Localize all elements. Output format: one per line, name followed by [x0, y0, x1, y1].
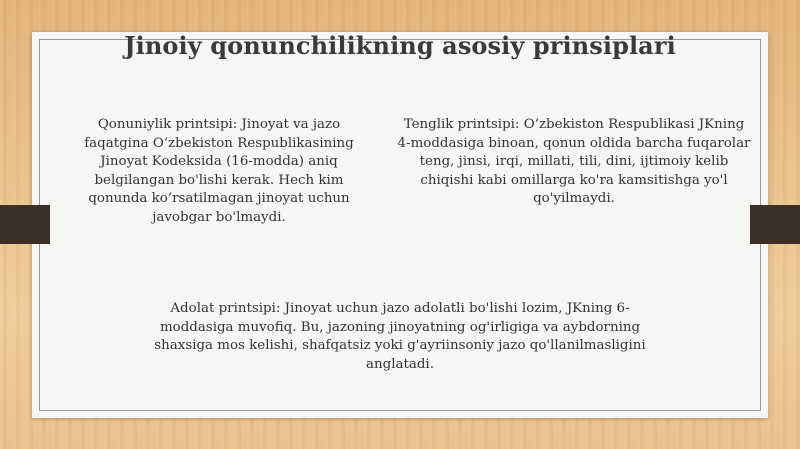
right-accent-tab	[750, 205, 800, 244]
legality-principle-text: Qonuniylik printsipi: Jinoyat va jazo faqatgina O‘zbekiston Respublikasining Jinoyat Kodeksida (16-modda) aniq belgilangan bo'lishi kerak. Hech kim qonunda ko‘rsatilmagan jinoyat uchun javobgar bo'lmaydi.	[84, 117, 354, 225]
left-accent-tab	[0, 205, 50, 244]
slide-title: Jinoiy qonunchilikning asosiy prinsiplari	[124, 31, 676, 60]
justice-principle-text: Adolat printsipi: Jinoyat uchun jazo adolatli bo'lishi lozim, JKning 6-moddasiga muvofiq. Bu, jazoning jinoyatning og'irligiga va aybdorning shaxsiga mos kelishi, shafqatsiz yoki g'ayriinsoniy jazo qo'llanilmasligini anglatadi.	[154, 301, 646, 372]
equality-principle-text: Tenglik printsipi: O‘zbekiston Respublikasi JKning 4-moddasiga binoan, qonun oldida barcha fuqarolar teng, jinsi, irqi, millati, tili, dini, ijtimoiy kelib chiqishi kabi omillarga ko'ra kamsitishga yo'l qo'yilmaydi.	[397, 117, 751, 206]
